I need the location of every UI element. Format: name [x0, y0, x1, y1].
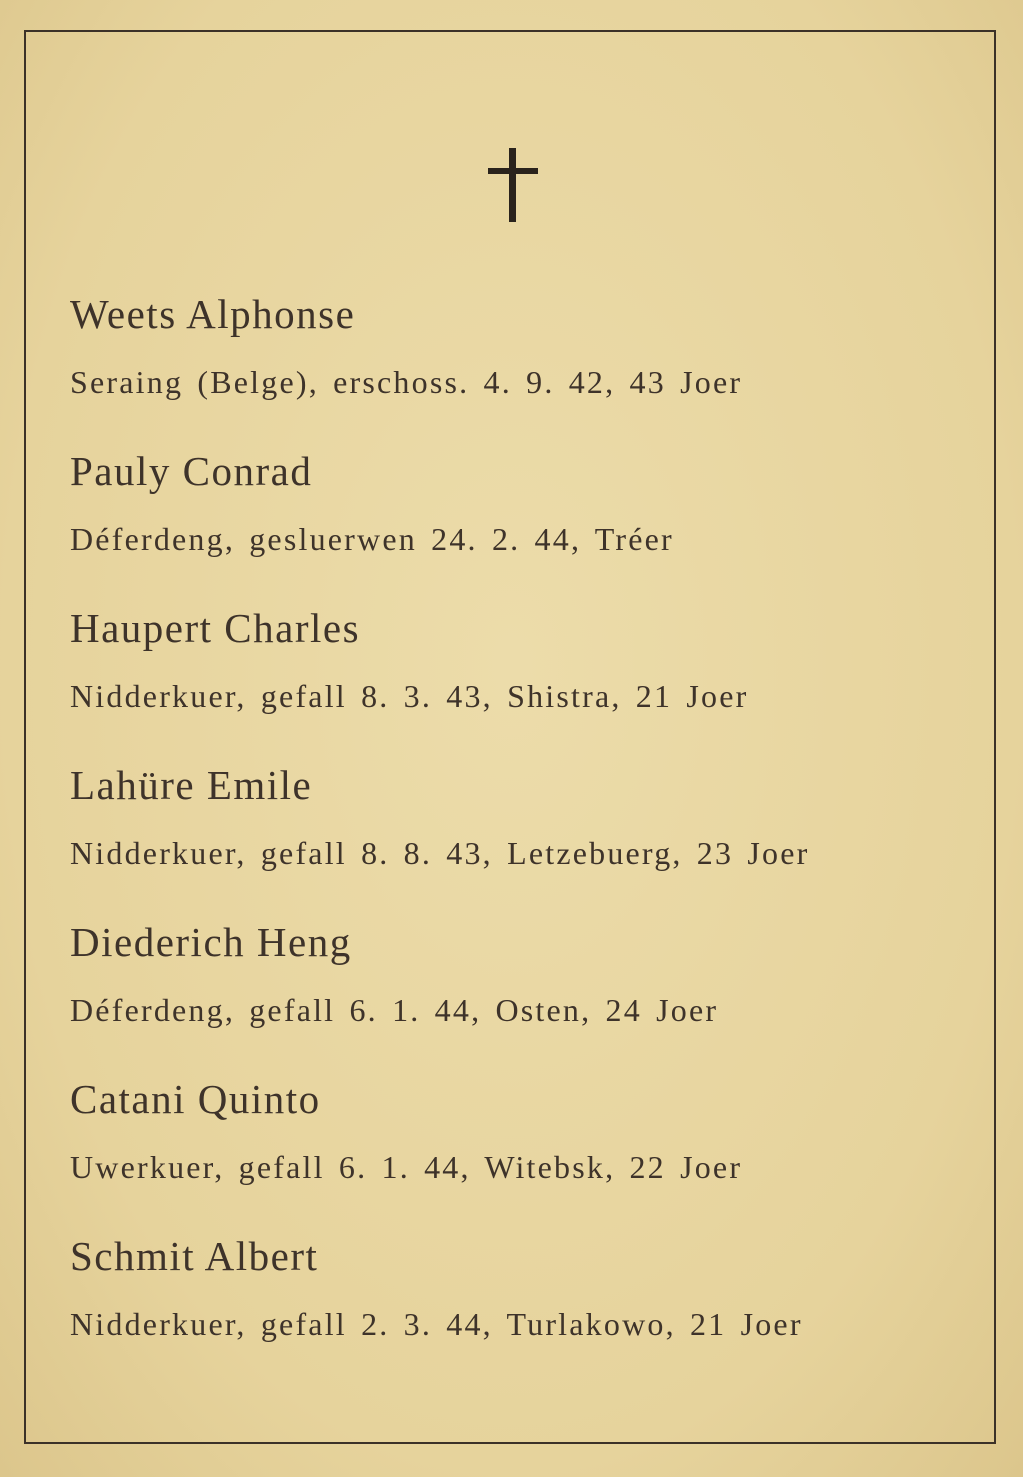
memorial-entry	[68, 604, 968, 761]
entry-name: Schmit Albert	[70, 1233, 319, 1279]
entry-detail: Nidderkuer, gefall 2. 3. 44, Turlakowo, 21 Joer	[70, 1306, 803, 1342]
entry-name: Pauly Conrad	[70, 448, 313, 494]
entry-detail: Nidderkuer, gefall 8. 3. 43, Shistra, 21 Joer	[70, 678, 749, 714]
memorial-entry	[68, 1075, 968, 1232]
entry-name: Haupert Charles	[70, 605, 361, 651]
entry-name: Lahüre Emile	[70, 762, 313, 808]
entry-detail: Déferdeng, gesluerwen 24. 2. 44, Tréer	[70, 521, 674, 557]
memorial-list	[68, 290, 968, 1389]
memorial-entry	[68, 761, 968, 918]
entry-detail: Déferdeng, gefall 6. 1. 44, Osten, 24 Joer	[70, 992, 719, 1028]
entry-name: Diederich Heng	[70, 919, 352, 965]
memorial-entry	[68, 918, 968, 1075]
entry-detail: Uwerkuer, gefall 6. 1. 44, Witebsk, 22 Joer	[70, 1149, 743, 1185]
entry-detail: Seraing (Belge), erschoss. 4. 9. 42, 43 Joer	[70, 364, 743, 400]
entry-detail: Nidderkuer, gefall 8. 8. 43, Letzebuerg, 23 Joer	[70, 835, 810, 871]
entry-name: Catani Quinto	[70, 1076, 321, 1122]
entry-name: Weets Alphonse	[70, 291, 356, 337]
memorial-entry	[68, 1232, 968, 1389]
memorial-entry	[68, 290, 968, 447]
memorial-entry	[68, 447, 968, 604]
cross-icon	[488, 148, 538, 222]
